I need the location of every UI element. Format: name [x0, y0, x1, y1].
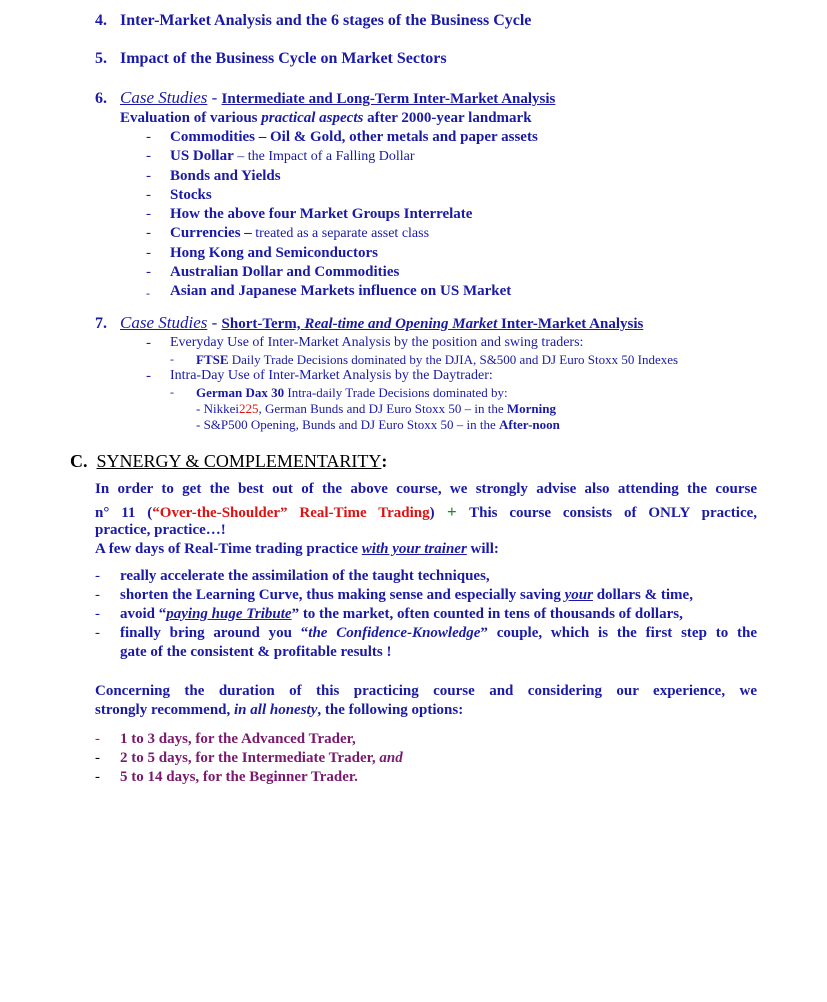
item-7-heading: [120, 313, 643, 333]
benefit-3-end: ” to the market, often counted in tens of thousands of dollars,: [291, 606, 683, 622]
dash: -: [146, 225, 151, 242]
dash: -: [95, 606, 100, 622]
dash: -: [95, 587, 100, 603]
everyday-use: Everyday Use of Inter-Market Analysis by the position and swing traders:: [170, 335, 584, 350]
course-description: This course consists of ONLY practice,: [469, 505, 758, 521]
benefit-2-end: dollars & time,: [592, 587, 693, 603]
item-6-heading: [120, 88, 555, 108]
duration-text: strongly recommend,: [95, 702, 235, 718]
evaluation-text: Evaluation of various: [120, 110, 262, 126]
dash: -: [95, 769, 100, 785]
dax-label: German Dax 30: [196, 385, 285, 400]
morning-line: [196, 401, 556, 417]
duration-emphasis: in all honesty: [234, 702, 318, 718]
item-6-title: Intermediate and Long-Term Inter-Market Analysis: [221, 91, 556, 107]
benefit-3: [120, 606, 683, 623]
item-number: 4.: [95, 12, 107, 29]
trainer-emphasis: with your trainer: [361, 541, 467, 557]
dash: -: [146, 206, 151, 222]
option-1: 1 to 3 days, for the Advanced Trader,: [120, 731, 356, 747]
synergy-paragraph-line-1: In order to get the best out of the above course, we strongly advise also attending the course: [95, 481, 757, 497]
list-item: [170, 187, 212, 204]
section-c-heading: [70, 451, 387, 472]
dash: -: [146, 186, 151, 203]
list-item-bold: Australian Dollar and Commodities: [170, 263, 400, 280]
list-item: [170, 225, 429, 242]
duration-paragraph-line-1: Concerning the duration of this practicing course and considering our experience, we: [95, 683, 757, 699]
dash: -: [170, 352, 174, 366]
ftse-text: Daily Trade Decisions dominated by the DJIA, S&500 and DJ Euro Stoxx 50 Indexes: [228, 352, 679, 367]
list-item-bold: Hong Kong and Semiconductors: [170, 244, 378, 261]
benefit-2: [120, 587, 693, 604]
intraday-use: Intra-Day Use of Inter-Market Analysis by the Daytrader:: [170, 368, 493, 383]
list-item-bold: How the above four Market Groups Interrelate: [170, 206, 473, 222]
nikkei-number: 225: [238, 401, 259, 416]
option-2-and: and: [379, 750, 403, 766]
morning-label: Morning: [506, 401, 557, 416]
course-number: n° 11 (: [95, 505, 153, 521]
item-number: 7.: [95, 315, 107, 332]
list-item: [170, 264, 399, 281]
dash: -: [95, 625, 100, 641]
dash: -: [95, 568, 100, 584]
trainer-text: A few days of Real-Time trading practice: [95, 541, 362, 557]
dax-text: Intra-daily Trade Decisions dominated by:: [284, 385, 508, 400]
list-item-bold: Currencies –: [170, 225, 252, 242]
item-5-title: Impact of the Business Cycle on Market Sectors: [120, 50, 447, 67]
case-studies-label: Case Studies: [120, 313, 208, 332]
separator: -: [207, 313, 222, 332]
list-item-bold: Stocks: [170, 186, 212, 203]
item-4-title: Inter-Market Analysis and the 6 stages of the Business Cycle: [120, 12, 532, 29]
dash: -: [146, 244, 151, 261]
list-item: [170, 168, 281, 185]
dash: -: [146, 129, 151, 145]
morning-text: , German Bunds and DJ Euro Stoxx 50 – in the: [258, 401, 507, 416]
section-title: SYNERGY & COMPLEMENTARITY: [96, 451, 382, 471]
list-item-bold: Commodities – Oil & Gold, other metals and paper assets: [170, 129, 538, 145]
list-item: [170, 245, 378, 262]
dax-line: [196, 385, 508, 401]
list-item-bold: Asian and Japanese Markets influence on US Market: [170, 283, 512, 299]
dash: -: [146, 368, 151, 384]
trainer-text-end: will:: [466, 541, 499, 557]
benefit-2-emphasis: your: [564, 587, 593, 603]
benefit-4-text: finally bring around you “: [120, 625, 309, 641]
list-item-bold: Bonds and Yields: [170, 167, 281, 184]
duration-text-end: , the following options:: [317, 702, 464, 718]
dash: -: [95, 750, 100, 766]
option-2: [120, 750, 403, 767]
option-2-text: 2 to 5 days, for the Intermediate Trader,: [120, 750, 380, 766]
plus-sign: +: [434, 502, 470, 521]
separator: -: [207, 88, 222, 107]
sp500-text: - S&P500 Opening, Bunds and DJ Euro Stoxx 50 – in the: [196, 417, 499, 432]
item-7-title-c: Inter-Market Analysis: [497, 316, 644, 332]
item-number: 5.: [95, 50, 107, 67]
ftse-line: [196, 352, 678, 368]
benefit-2-text: shorten the Learning Curve, thus making sense and especially saving: [120, 587, 565, 603]
close-paren: ): [429, 505, 435, 521]
dash: -: [146, 263, 151, 280]
benefit-1: really accelerate the assimilation of the taught techniques,: [120, 568, 490, 584]
dash: -: [146, 286, 150, 300]
trainer-line: [95, 541, 499, 558]
benefit-4-end: ” couple, which is the first step to the: [480, 625, 757, 641]
list-item: [170, 129, 538, 146]
section-letter: C.: [70, 451, 88, 471]
list-item: [170, 148, 415, 165]
synergy-paragraph-line-2: [95, 502, 757, 522]
evaluation-line: [120, 110, 532, 127]
benefit-4-emphasis: the Confidence-Knowledge: [308, 625, 481, 641]
afternoon-line: [196, 417, 560, 433]
list-item-note: treated as a separate asset class: [251, 226, 430, 242]
dash: -: [146, 335, 151, 351]
evaluation-emphasis: practical aspects: [261, 110, 364, 126]
item-7-title-b: Real-time and Opening Market: [304, 316, 498, 332]
option-3: 5 to 14 days, for the Beginner Trader.: [120, 769, 358, 785]
item-number: 6.: [95, 90, 107, 107]
course-name: “Over-the-Shoulder” Real-Time Trading: [152, 505, 430, 521]
benefit-3-emphasis: paying huge Tribute: [166, 606, 292, 622]
benefit-3-text: avoid “: [120, 606, 167, 622]
list-item-bold: US Dollar: [170, 148, 234, 165]
evaluation-text-end: after 2000-year landmark: [363, 110, 532, 126]
benefit-4-line-2: gate of the consistent & profitable results !: [120, 644, 392, 660]
duration-paragraph-line-2: [95, 702, 463, 719]
dash: -: [146, 167, 151, 184]
benefit-4: [120, 625, 757, 642]
item-7-title-a: Short-Term,: [221, 316, 305, 332]
ftse-label: FTSE: [196, 352, 229, 367]
list-item-note: – the Impact of a Falling Dollar: [233, 149, 415, 165]
list-item: [170, 283, 511, 300]
synergy-paragraph-line-3: practice, practice…!: [95, 522, 226, 538]
case-studies-label: Case Studies: [120, 88, 208, 107]
dash: -: [170, 385, 174, 399]
afternoon-label: After-noon: [498, 417, 560, 432]
nikkei-text: - Nikkei: [196, 401, 239, 416]
dash: -: [95, 731, 100, 747]
dash: -: [146, 148, 151, 165]
list-item: [170, 206, 472, 223]
section-colon: :: [381, 451, 388, 471]
